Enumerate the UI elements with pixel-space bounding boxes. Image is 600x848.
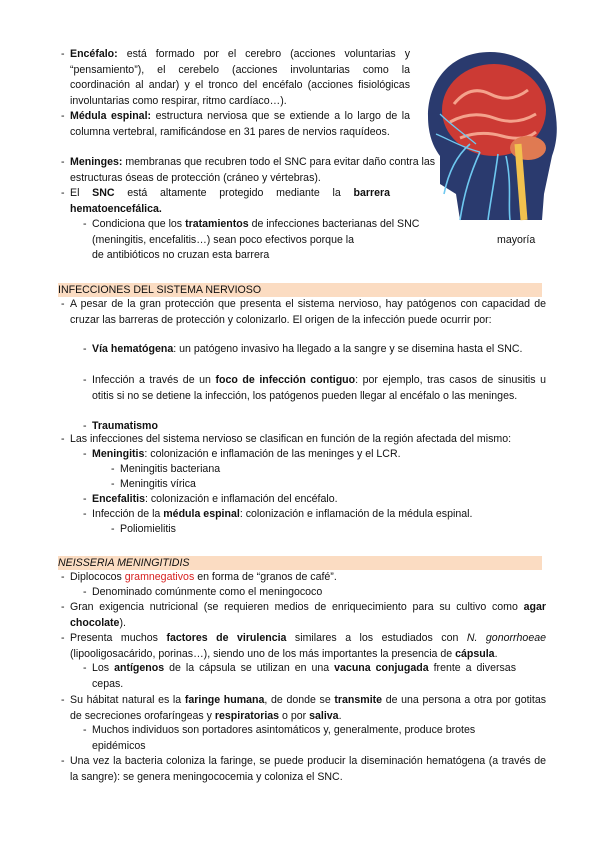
s1-foco-contiguo: - Infección a través de un foco de infección contiguo: por ejemplo, tras casos de sinusitis u otitis si no se detiene la infección, los patógenos pueden llegar al encéfalo o las meninges. bbox=[83, 374, 546, 402]
s2-factores: - Presenta muchos factores de virulencia similares a los estudiados con N. gonorrhoeae (lipooligosacárido, porinas…), siendo uno de los más importantes la presencia de cápsula. bbox=[61, 632, 546, 660]
term-meninges: Meninges: bbox=[70, 156, 123, 168]
s1-traumatismo: - Traumatismo bbox=[83, 420, 158, 432]
s1-meningitis: - Meningitis: colonización e inflamación de las meninges y el LCR. bbox=[83, 448, 401, 460]
s1-meningitis-virica: - Meningitis vírica bbox=[111, 478, 196, 490]
head-nervous-system-illustration bbox=[420, 44, 560, 224]
s2-antigenos: - Los antígenos de la cápsula se utilizan en una vacuna conjugada frente a diversas cepas. bbox=[83, 662, 516, 690]
s1-p1: - A pesar de la gran protección que presenta el sistema nervioso, hay patógenos con capacidad de cruzar las barreras de protección y colonizarlo. El origen de la infección puede ocurrir por: bbox=[61, 298, 546, 326]
section-header-neisseria: NEISSERIA MENINGITIDIS bbox=[58, 556, 542, 570]
gramnegativos-highlight: gramnegativos bbox=[124, 571, 195, 583]
item-medula: - Médula espinal: estructura nerviosa que se extiende a lo largo de la columna vertebral, ramificándose en 31 pares de nervios raquídeos. bbox=[61, 110, 411, 138]
item-meninges: - Meninges: membranas que recubren todo el SNC para evitar daño contra las estructuras óseas de protección (cráneo y vértebras). bbox=[61, 156, 436, 184]
s2-habitat: - Su hábitat natural es la faringe humana, de donde se transmite de una persona a otra por gotitas de secreciones orofaríngeas y respiratorias o por saliva. bbox=[61, 694, 547, 722]
s2-diplococos: - Diplococos gramnegativos en forma de “granos de café”. bbox=[61, 571, 337, 583]
item-tratamientos-end: de antibióticos no cruzan esta barrera bbox=[92, 249, 270, 261]
s2-exigencia: - Gran exigencia nutricional (se requieren medios de enriquecimiento para su cultivo como agar chocolate). bbox=[61, 601, 546, 629]
term-encefalo: Encéfalo: bbox=[70, 48, 118, 60]
s1-poliomielitis: - Poliomielitis bbox=[111, 523, 176, 535]
s1-encefalitis: - Encefalitis: colonización e inflamación del encéfalo. bbox=[83, 493, 338, 505]
s1-p2: - Las infecciones del sistema nervioso se clasifican en función de la región afectada del mismo: bbox=[61, 433, 512, 445]
s2-diseminacion: - Una vez la bacteria coloniza la faringe, se puede producir la diseminación hematógena (a través de la sangre): se genera meningococemia y coloniza el SNC. bbox=[61, 755, 546, 783]
item-tratamientos: - Condiciona que los tratamientos de infecciones bacterianas del SNC (meningitis, encefalitis…) sean poco efectivos porque la bbox=[83, 218, 420, 246]
s1-medula: - Infección de la médula espinal: colonización e inflamación de la médula espinal. bbox=[83, 508, 473, 520]
s1-meningitis-bacteriana: - Meningitis bacteriana bbox=[111, 463, 221, 475]
section-header-infecciones: INFECCIONES DEL SISTEMA NERVIOSO bbox=[58, 283, 542, 297]
item-encefalo: - Encéfalo: está formado por el cerebro (acciones voluntarias y “pensamiento”), el cerebelo (acciones involuntarias como la coordinación al andar) y el tronco del encéfalo (acciones fisiológicas involuntarias como respirar, ritmo cardíaco…). bbox=[61, 48, 410, 107]
s2-meningococo: - Denominado comúnmente como el meningococo bbox=[83, 586, 323, 598]
word-mayoria: mayoría bbox=[497, 234, 536, 246]
item-snc: - El SNC está altamente protegido mediante la barrera hematoencefálica. bbox=[61, 187, 390, 215]
s1-via-hematogena: - Vía hematógena: un patógeno invasivo ha llegado a la sangre y se disemina hasta el SNC. bbox=[83, 343, 523, 355]
term-medula: Médula espinal: bbox=[70, 110, 152, 122]
s2-asintomaticos: - Muchos individuos son portadores asintomáticos y, generalmente, produce brotes epidémicos bbox=[83, 724, 476, 752]
